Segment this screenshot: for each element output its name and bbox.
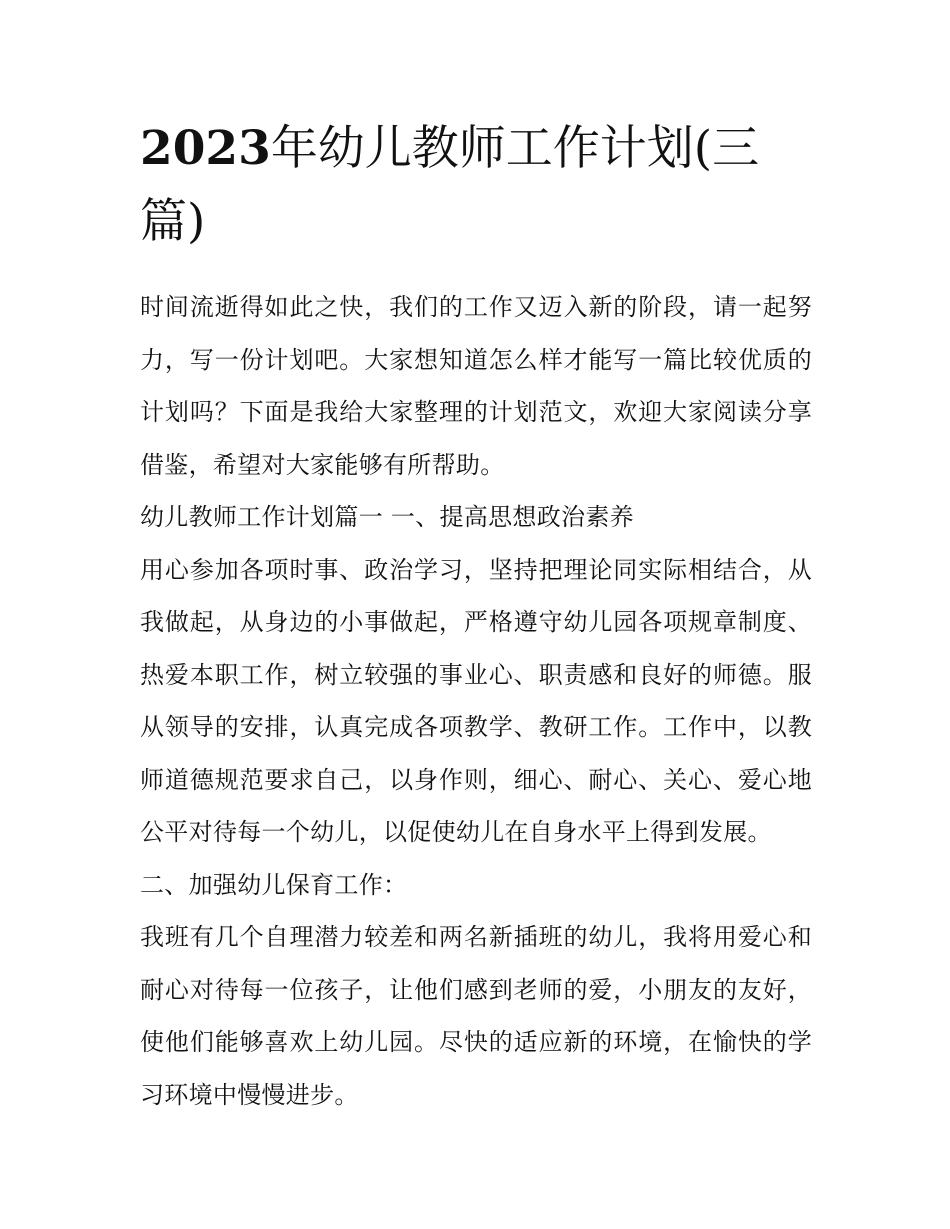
section-heading-2: 二、加强幼儿保育工作：	[140, 870, 408, 899]
title-year: 2023	[140, 121, 271, 176]
intro-paragraph: 时间流逝得如此之快，我们的工作又迈入新的阶段，请一起努力，写一份计划吧。大家想知道怎么样才能写一篇比较优质的计划吗？下面是我给大家整理的计划范文，欢迎大家阅读分享借鉴，希望对大家能够有所帮助。	[140, 293, 812, 479]
document-page	[140, 112, 812, 1121]
document-body	[140, 281, 812, 1121]
section-heading-1: 幼儿教师工作计划篇一 一、提高思想政治素养	[140, 503, 634, 531]
body-paragraph-2: 我班有几个自理潜力较差和两名新插班的幼儿，我将用爱心和耐心对待每一位孩子，让他们感到老师的爱，小朋友的友好，使他们能够喜欢上幼儿园。尽快的适应新的环境，在愉快的学习环境中慢慢进步。	[140, 923, 812, 1109]
title-text: 年幼儿教师工作计划(三篇)	[140, 121, 760, 249]
document-title	[140, 112, 812, 258]
body-paragraph-1: 用心参加各项时事、政治学习，坚持把理论同实际相结合，从我做起，从身边的小事做起，严格遵守幼儿园各项规章制度、热爱本职工作，树立较强的事业心、职责感和良好的师德。服从领导的安排，认真完成各项教学、教研工作。工作中，以教师道德规范要求自己，以身作则，细心、耐心、关心、爱心地公平对待每一个幼儿，以促使幼儿在自身水平上得到发展。	[140, 555, 812, 846]
